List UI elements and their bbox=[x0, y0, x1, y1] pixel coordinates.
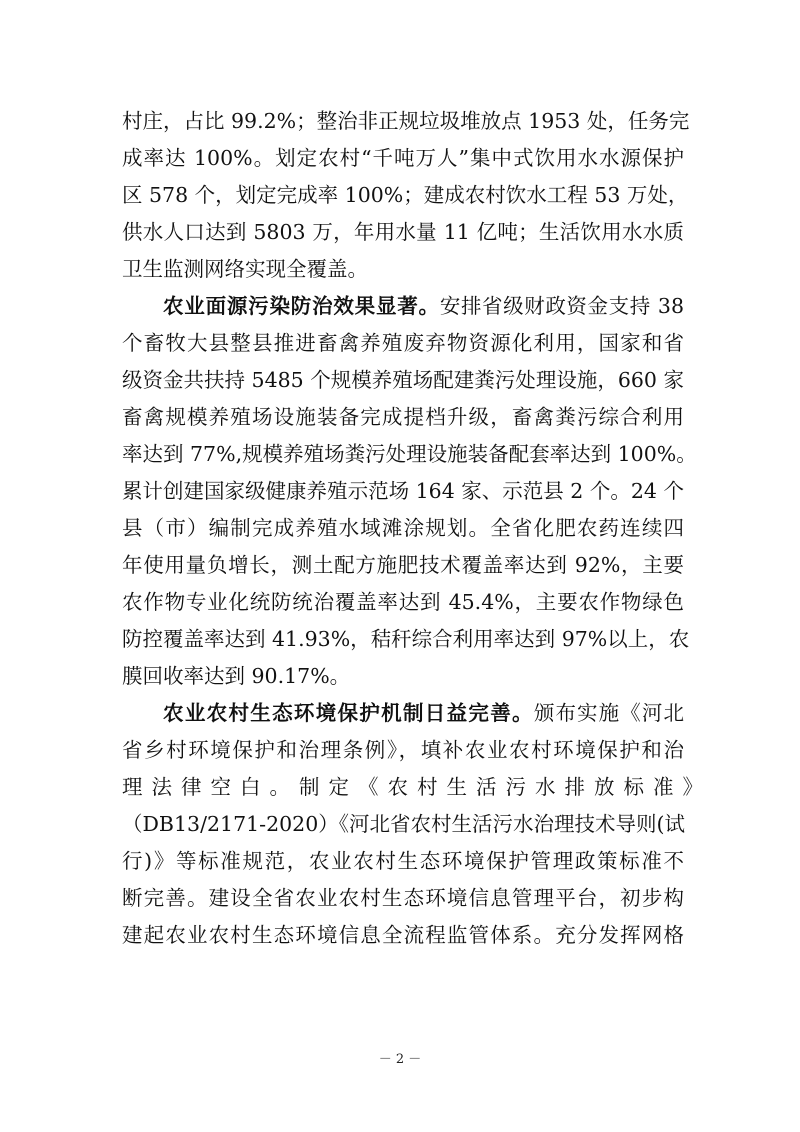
paragraph-agricultural-pollution bbox=[122, 288, 697, 695]
text-line: 省乡村环境保护和治理条例》，填补农业农村环境保护和治 bbox=[122, 738, 684, 762]
heading-line-rest: 安排省级财政资金支持 38 bbox=[439, 294, 684, 318]
text-line: 成率达 100%。划定农村“千吨万人”集中式饮用水水源保护 bbox=[122, 146, 684, 170]
text-line: 农作物专业化统防统治覆盖率达到 45.4%，主要农作物绿色 bbox=[122, 590, 684, 614]
text-line: 累计创建国家级健康养殖示范场 164 家、示范县 2 个。24 个 bbox=[122, 479, 684, 503]
text-line: 断完善。建设全省农业农村生态环境信息管理平台，初步构 bbox=[122, 886, 684, 910]
text-line bbox=[122, 695, 684, 732]
text-line: 村庄，占比 99.2%；整治非正规垃圾堆放点 1953 处，任务完 bbox=[122, 109, 690, 133]
text-line: 卫生监测网络实现全覆盖。 bbox=[122, 257, 368, 281]
paragraph-heading: 农业农村生态环境保护机制日益完善。 bbox=[163, 701, 534, 725]
text-line: 年使用量负增长，测土配方施肥技术覆盖率达到 92%，主要 bbox=[122, 553, 684, 577]
text-line: 供水人口达到 5803 万，年用水量 11 亿吨；生活饮用水水质 bbox=[122, 220, 684, 244]
text-line: 级资金共扶持 5485 个规模养殖场配建粪污处理设施，660 家 bbox=[122, 368, 684, 392]
text-line: 行)》等标准规范，农业农村生态环境保护管理政策标准不 bbox=[122, 849, 684, 873]
text-line: 膜回收率达到 90.17%。 bbox=[122, 664, 351, 688]
paragraph-protection-mechanism bbox=[122, 695, 712, 954]
page-number: － 2 － bbox=[378, 1052, 422, 1067]
paragraph-heading: 农业面源污染防治效果显著。 bbox=[163, 294, 440, 318]
text-line: 建起农业农村生态环境信息全流程监管体系。充分发挥网格 bbox=[122, 923, 684, 947]
text-line: 率达到 77%,规模养殖场粪污处理设施装备配套率达到 100%。 bbox=[122, 442, 697, 466]
paragraph-village-sanitation bbox=[122, 103, 690, 288]
text-line: 防控覆盖率达到 41.93%，秸秆综合利用率达到 97%以上，农 bbox=[122, 627, 690, 651]
text-line: 畜禽规模养殖场设施装备完成提档升级，畜禽粪污综合利用 bbox=[122, 405, 684, 429]
text-line bbox=[122, 288, 684, 325]
text-line: 县（市）编制完成养殖水域滩涂规划。全省化肥农药连续四 bbox=[122, 516, 684, 540]
text-line: 区 578 个，划定完成率 100%；建成农村饮水工程 53 万处， bbox=[122, 183, 689, 207]
text-line: （DB13/2171-2020）《河北省农村生活污水治理技术导则(试 bbox=[122, 812, 686, 836]
text-line: 个畜牧大县整县推进畜禽养殖废弃物资源化利用，国家和省 bbox=[122, 331, 684, 355]
document-page bbox=[122, 103, 712, 954]
text-line: 理法律空白。制定《农村生活污水排放标准》 bbox=[122, 775, 712, 799]
heading-line-rest: 颁布实施《河北 bbox=[533, 701, 685, 725]
